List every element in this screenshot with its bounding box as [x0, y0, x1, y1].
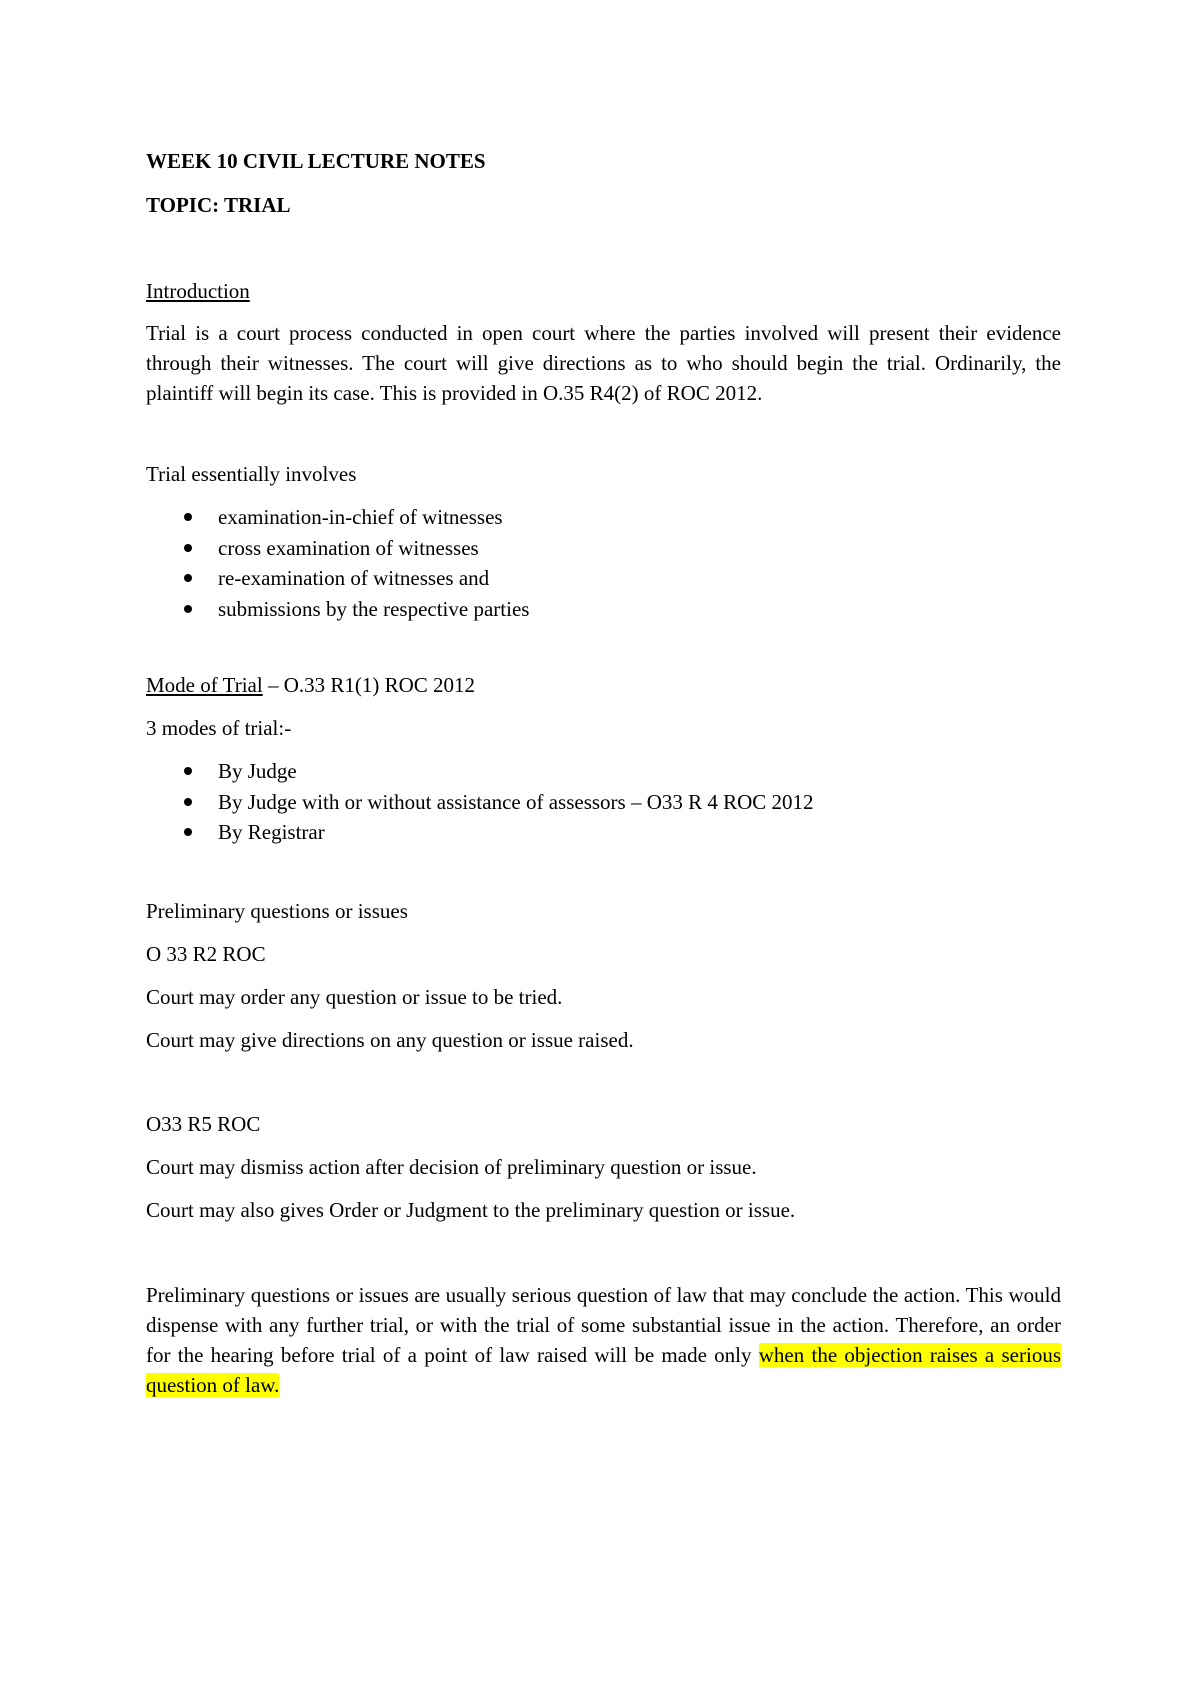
- final-paragraph: [146, 1280, 1061, 1400]
- involves-list: [146, 502, 1061, 624]
- intro-heading-line: [146, 276, 1061, 306]
- prelim-line-2: Court may give directions on any question or issue raised.: [146, 1028, 634, 1052]
- prelim-line-4: Court may also gives Order or Judgment to the preliminary question or issue.: [146, 1198, 796, 1222]
- list-item: cross examination of witnesses: [146, 533, 1061, 564]
- modes-list: [146, 756, 1061, 848]
- prelim-line-1: Court may order any question or issue to be tried.: [146, 985, 563, 1009]
- list-item: By Registrar: [146, 817, 1061, 848]
- list-item: By Judge: [146, 756, 1061, 787]
- document-title: WEEK 10 CIVIL LECTURE NOTES: [146, 149, 486, 173]
- list-item: re-examination of witnesses and: [146, 563, 1061, 594]
- modes-lead: 3 modes of trial:-: [146, 716, 292, 740]
- bullet-icon: [184, 574, 192, 582]
- bullet-icon: [184, 798, 192, 806]
- prelim-reference-2: O33 R5 ROC: [146, 1112, 261, 1136]
- mode-heading: Mode of Trial: [146, 673, 263, 697]
- intro-paragraph: Trial is a court process conducted in open court where the parties involved will present their evidence through their witnesses. The court will give directions as to who should begin the trial. Ordinarily, the plaintiff will begin its case. This is provided in O.35 R4(2) of ROC 2012.: [146, 321, 1061, 405]
- list-item: By Judge with or without assistance of assessors – O33 R 4 ROC 2012: [146, 787, 1061, 818]
- list-item: examination-in-chief of witnesses: [146, 502, 1061, 533]
- involves-lead: Trial essentially involves: [146, 462, 357, 486]
- prelim-line-3: Court may dismiss action after decision of preliminary question or issue.: [146, 1155, 757, 1179]
- bullet-icon: [184, 513, 192, 521]
- bullet-icon: [184, 544, 192, 552]
- list-item: submissions by the respective parties: [146, 594, 1061, 625]
- prelim-heading: Preliminary questions or issues: [146, 899, 408, 923]
- bullet-icon: [184, 767, 192, 775]
- final-paragraph-text: Preliminary questions or issues are usually serious question of law that may conclude the action. This would dispense with any further trial, or with the trial of some substantial issue in the action. Therefore, an order for the hearing before trial of a point of law raised will be made only: [146, 1283, 1061, 1367]
- prelim-reference-1: O 33 R2 ROC: [146, 942, 266, 966]
- intro-heading: Introduction: [146, 279, 250, 303]
- bullet-icon: [184, 828, 192, 836]
- mode-reference: – O.33 R1(1) ROC 2012: [262, 673, 476, 697]
- topic-heading: TOPIC: TRIAL: [146, 193, 291, 217]
- mode-heading-line: [146, 670, 1061, 700]
- bullet-icon: [184, 605, 192, 613]
- highlighted-text: when the objection raises a serious question of law.: [146, 1343, 1062, 1397]
